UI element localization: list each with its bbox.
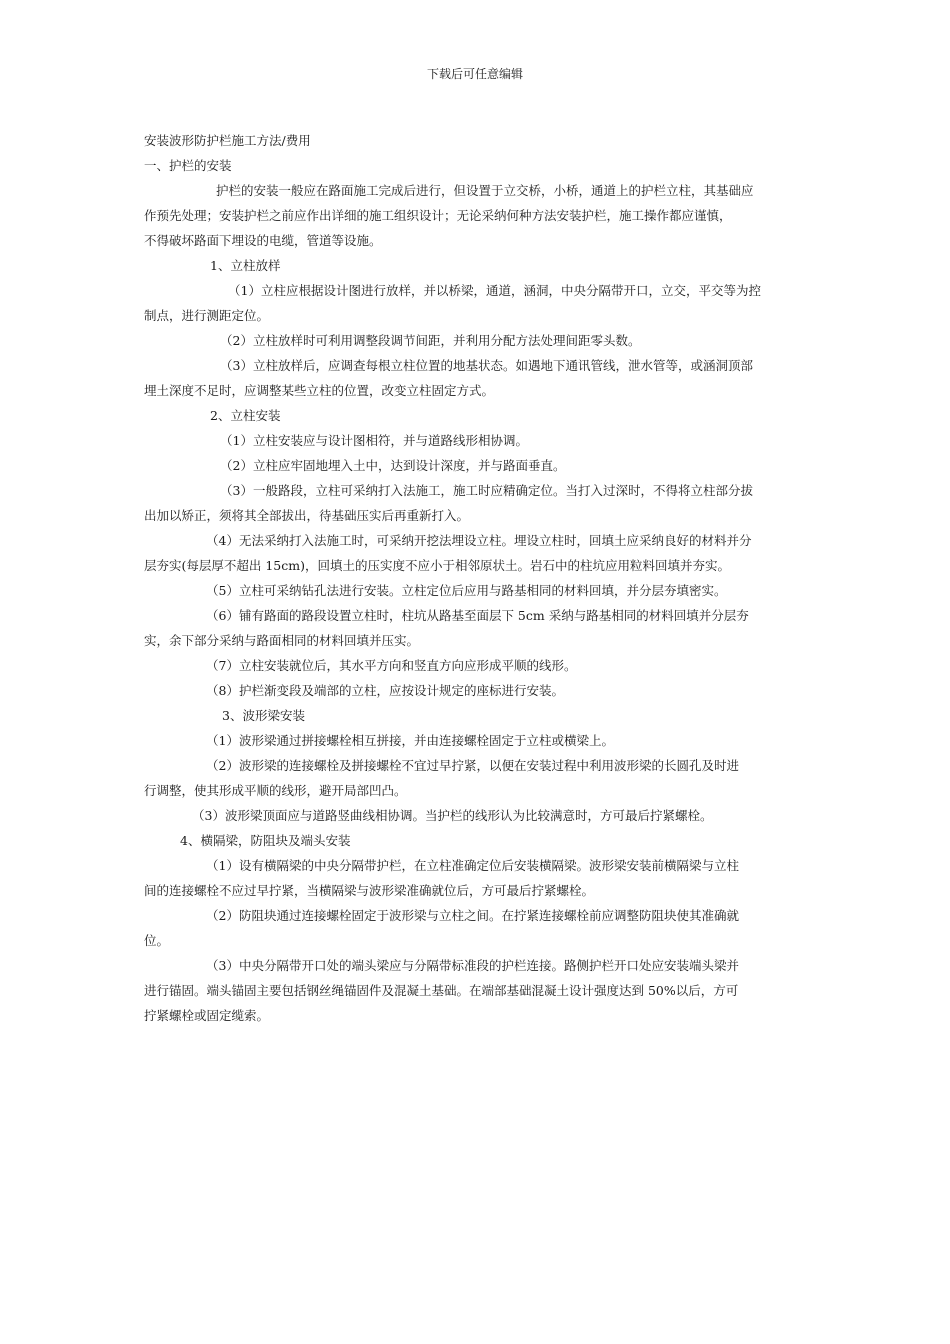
paragraph-line: （2）立柱放样时可利用调整段调节间距，并利用分配方法处理间距零头数。	[220, 333, 641, 348]
paragraph-line: （1）立柱应根据设计图进行放样，并以桥梁，通道，涵洞，中央分隔带开口，立交，平交等为控	[228, 283, 761, 298]
paragraph-line: （4）无法采纳打入法施工时，可采纳开挖法埋设立柱。埋设立柱时，回填土应采纳良好的材料并分	[206, 533, 752, 548]
paragraph-line: （2）波形梁的连接螺栓及拼接螺栓不宜过早拧紧，以便在安装过程中利用波形梁的长圆孔及时进	[206, 758, 739, 773]
intro-line: 护栏的安装一般应在路面施工完成后进行，但设置于立交桥，小桥，通道上的护栏立柱，其基础应	[216, 183, 754, 198]
paragraph-line: （5）立柱可采纳钻孔法进行安装。立柱定位后应用与路基相同的材料回填，并分层夯填密实。	[206, 583, 727, 598]
subsection-heading: 2、立柱安装	[210, 408, 281, 423]
paragraph-line: （8）护栏渐变段及端部的立柱，应按设计规定的座标进行安装。	[206, 683, 564, 698]
paragraph-line: （1）波形梁通过拼接螺栓相互拼接，并由连接螺栓固定于立柱或横梁上。	[206, 733, 614, 748]
paragraph-line: （2）立柱应牢固地埋入土中，达到设计深度，并与路面垂直。	[220, 458, 566, 473]
paragraph-line: （3）波形梁顶面应与道路竖曲线相协调。当护栏的线形认为比较满意时，方可最后拧紧螺栓。	[192, 808, 713, 823]
paragraph-line: 出加以矫正，须将其全部拔出，待基础压实后再重新打入。	[144, 508, 470, 523]
paragraph-line: 埋土深度不足时，应调整某些立柱的位置，改变立柱固定方式。	[144, 383, 495, 398]
paragraph-line: （7）立柱安装就位后，其水平方向和竖直方向应形成平顺的线形。	[206, 658, 577, 673]
intro-line: 作预先处理；安装护栏之前应作出详细的施工组织设计；无论采纳何种方法安装护栏，施工操作都应谨慎，	[144, 208, 732, 223]
intro-line: 不得破坏路面下埋设的电缆，管道等设施。	[144, 233, 382, 248]
paragraph-line: 位。	[144, 933, 170, 948]
paragraph-line: （3）一般路段，立柱可采纳打入法施工，施工时应精确定位。当打入过深时，不得将立柱部分拔	[220, 483, 753, 498]
subsection-heading: 3、波形梁安装	[222, 708, 305, 723]
subsection-heading: 4、横隔梁，防阻块及端头安装	[180, 833, 351, 848]
document-title: 安装波形防护栏施工方法/费用	[144, 133, 311, 148]
paragraph-line: （3）中央分隔带开口处的端头梁应与分隔带标准段的护栏连接。路侧护栏开口处应安装端头梁并	[206, 958, 739, 973]
paragraph-line: 制点，进行测距定位。	[144, 308, 270, 323]
paragraph-line: （1）设有横隔梁的中央分隔带护栏，在立柱准确定位后安装横隔梁。波形梁安装前横隔梁与立柱	[206, 858, 739, 873]
paragraph-line: 间的连接螺栓不应过早拧紧，当横隔梁与波形梁准确就位后，方可最后拧紧螺栓。	[144, 883, 595, 898]
section-heading: 一、护栏的安装	[144, 158, 232, 173]
subsection-heading: 1、立柱放样	[210, 258, 281, 273]
paragraph-line: （1）立柱安装应与设计图相符，并与道路线形相协调。	[220, 433, 528, 448]
paragraph-line: （2）防阻块通过连接螺栓固定于波形梁与立柱之间。在拧紧连接螺栓前应调整防阻块使其准确就	[206, 908, 739, 923]
paragraph-line: 进行锚固。端头锚固主要包括钢丝绳锚固件及混凝土基础。在端部基础混凝土设计强度达到 50%以后，方可	[144, 983, 739, 998]
paragraph-line: （6）铺有路面的路段设置立柱时，柱坑从路基至面层下 5cm 采纳与路基相同的材料回填并分层夯	[206, 608, 749, 623]
paragraph-line: 拧紧螺栓或固定缆索。	[144, 1008, 270, 1023]
page-header: 下载后可任意编辑	[426, 67, 523, 81]
paragraph-line: 层夯实(每层厚不超出 15cm)，回填土的压实度不应小于相邻原状土。岩石中的柱坑应用粒料回填并夯实。	[144, 558, 730, 573]
document-body	[144, 128, 806, 1028]
paragraph-line: 行调整，使其形成平顺的线形，避开局部凹凸。	[144, 783, 407, 798]
paragraph-line: 实，余下部分采纳与路面相同的材料回填并压实。	[144, 633, 420, 648]
paragraph-line: （3）立柱放样后，应调查每根立柱位置的地基状态。如遇地下通讯管线，泄水管等，或涵洞顶部	[220, 358, 753, 373]
